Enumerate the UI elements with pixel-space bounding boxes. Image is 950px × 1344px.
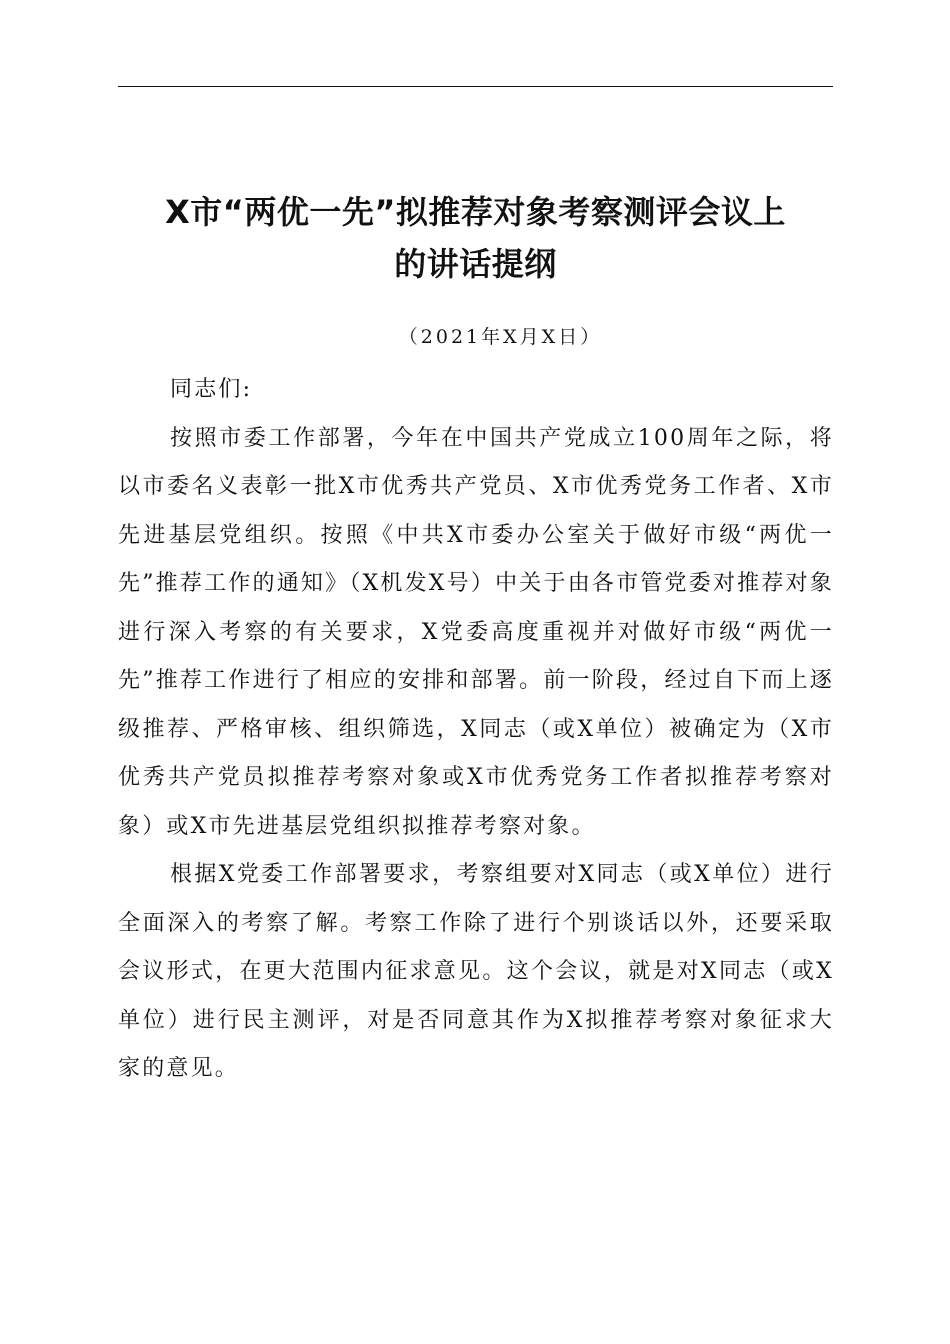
header-rule [118, 86, 833, 87]
greeting: 同志们: [170, 377, 253, 402]
paragraph-2: 根据X党委工作部署要求，考察组要对X同志（或X单位）进行全面深入的考察了解。考察工作除了进行个别谈话以外，还要采取会议形式，在更大范围内征求意见。这个会议，就是对X同志（或X单位）进行民主测评，对是否同意其作为X拟推荐考察对象征求大家的意见。 [118, 862, 834, 1081]
document-body [118, 366, 834, 1094]
title-line-1: X市“两优一先”拟推荐对象考察测评会议上 [165, 193, 786, 231]
title-line-2: 的讲话提纲 [394, 245, 557, 283]
document-title [118, 186, 833, 290]
paragraph-1: 按照市委工作部署，今年在中国共产党成立100周年之际，将以市委名义表彰一批X市优秀共产党员、X市优秀党务工作者、X市先进基层党组织。按照《中共X市委办公室关于做好市级“两优一先”推荐工作的通知》（X机发X号）中关于由各市管党委对推荐对象进行深入考察的有关要求，X党委高度重视并对做好市级“两优一先”推荐工作进行了相应的安排和部署。前一阶段，经过自下而上逐级推荐、严格审核、组织筛选，X同志（或X单位）被确定为（X市优秀共产党员拟推荐考察对象或X市优秀党务工作者拟推荐考察对象）或X市先进基层党组织拟推荐考察对象。 [118, 425, 834, 839]
document-date: （2021年X月X日） [398, 326, 603, 348]
